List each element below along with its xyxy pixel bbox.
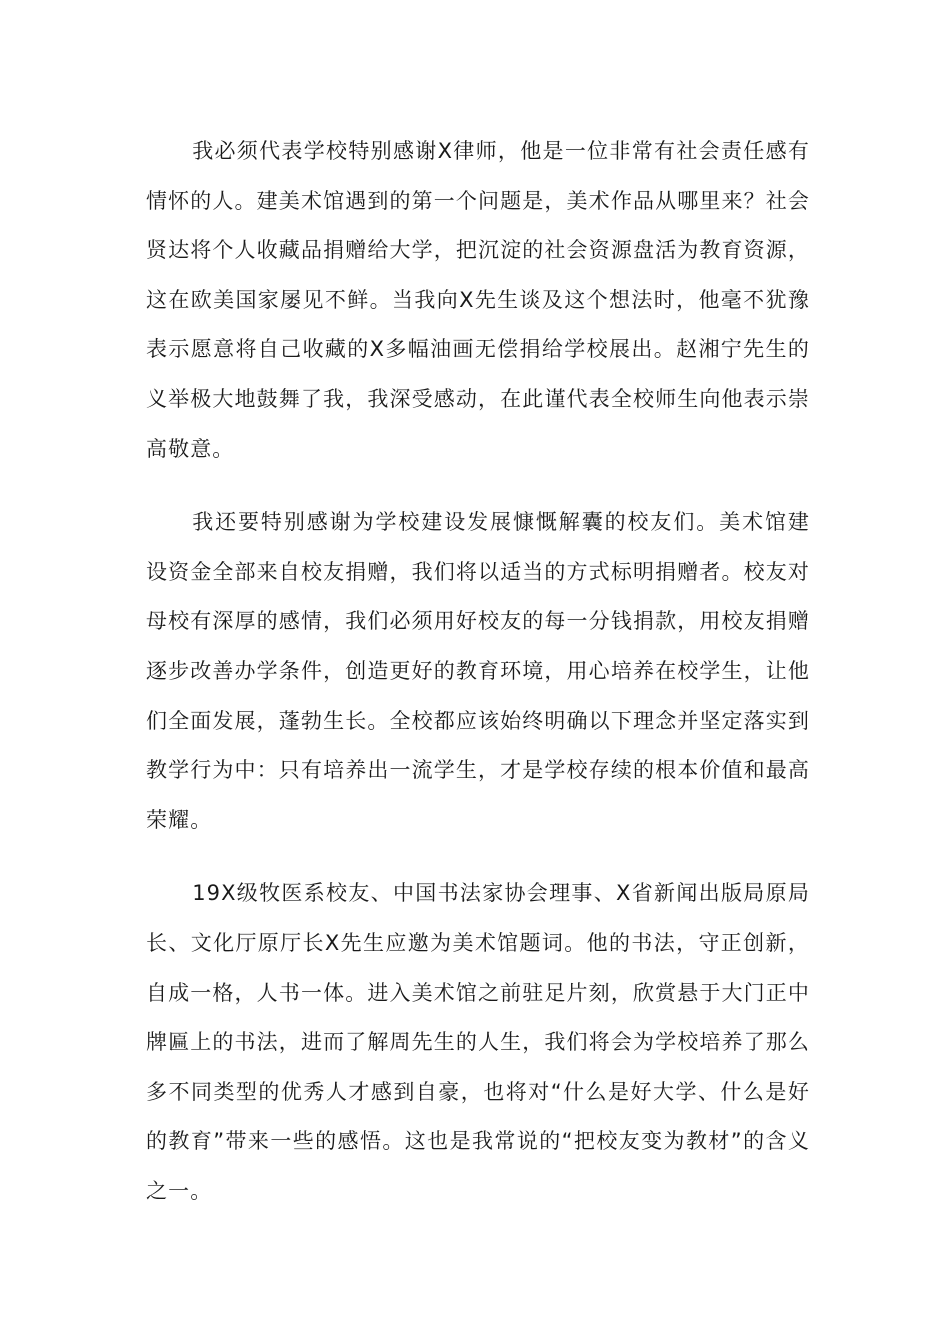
paragraph-1: 我必须代表学校特别感谢X律师，他是一位非常有社会责任感有情怀的人。建美术馆遇到的第一个问题是，美术作品从哪里来？社会贤达将个人收藏品捐赠给大学，把沉淀的社会资源盘活为教育资源，这在欧美国家屡见不鲜。当我向X先生谈及这个想法时，他毫不犹豫表示愿意将自己收藏的X多幅油画无偿捐给学校展出。赵湘宁先生的义举极大地鼓舞了我，我深受感动，在此谨代表全校师生向他表示崇高敬意。 xyxy=(146,139,810,461)
paragraph-2: 我还要特别感谢为学校建设发展慷慨解囊的校友们。美术馆建设资金全部来自校友捐赠，我们将以适当的方式标明捐赠者。校友对母校有深厚的感情，我们必须用好校友的每一分钱捐款，用校友捐赠逐步改善办学条件，创造更好的教育环境，用心培养在校学生，让他们全面发展，蓬勃生长。全校都应该始终明确以下理念并坚定落实到教学行为中：只有培养出一流学生，才是学校存续的根本价值和最高荣耀。 xyxy=(146,510,810,832)
document-body xyxy=(146,127,810,1240)
paragraph-3: 19X级牧医系校友、中国书法家协会理事、X省新闻出版局原局长、文化厅原厅长X先生应邀为美术馆题词。他的书法，守正创新，自成一格，人书一体。进入美术馆之前驻足片刻，欣赏悬于大门正中牌匾上的书法，进而了解周先生的人生，我们将会为学校培养了那么多不同类型的优秀人才感到自豪，也将对“什么是好大学、什么是好的教育”带来一些的感悟。这也是我常说的“把校友变为教材”的含义之一。 xyxy=(146,881,810,1203)
